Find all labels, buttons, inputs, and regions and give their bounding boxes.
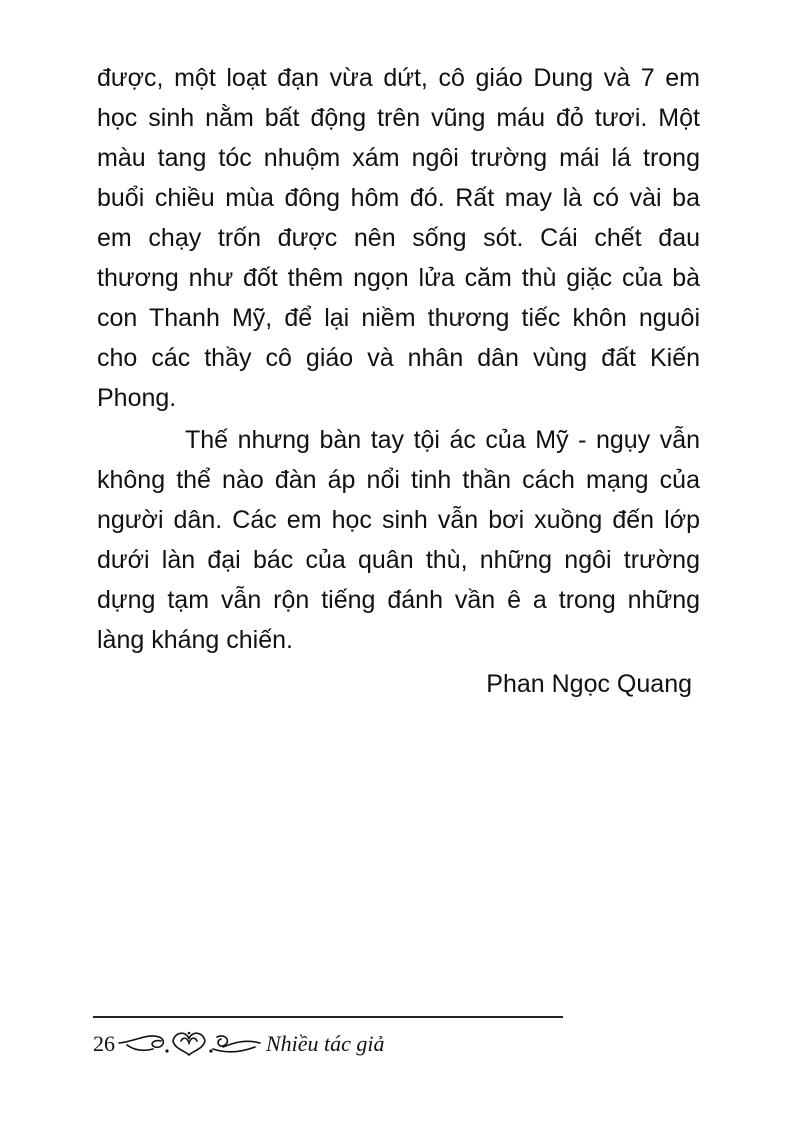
paragraph-2: Thế nhưng bàn tay tội ác của Mỹ - ngụy vẫn không thể nào đàn áp nổi tinh thần cách mạng của người dân. Các em học sinh vẫn bơi xuồng đến lớp dưới làn đại bác của quân thù, những ngôi trường dựng tạm vẫn rộn tiếng đánh vần ê a trong những làng kháng chiến. [97,426,700,654]
flourish-ornament-icon [117,1027,262,1062]
paragraph-1: được, một loạt đạn vừa dứt, cô giáo Dung và 7 em học sinh nằm bất động trên vũng máu đỏ tươi. Một màu tang tóc nhuộm xám ngôi trường mái lá trong buổi chiều mùa đông hôm đó. Rất may là có vài ba em chạy trốn được nên sống sót. Cái chết đau thương như đốt thêm ngọn lửa căm thù giặc của bà con Thanh Mỹ, để lại niềm thương tiếc khôn nguôi cho các thầy cô giáo và nhân dân vùng đất Kiến Phong. [97,64,700,412]
footer-divider [93,1016,563,1018]
author-signature: Phan Ngọc Quang [486,670,692,698]
book-author-title: Nhiều tác giả [266,1031,385,1056]
page-footer [93,1024,385,1064]
body-text [97,58,700,704]
page-number: 26 [93,1031,115,1056]
